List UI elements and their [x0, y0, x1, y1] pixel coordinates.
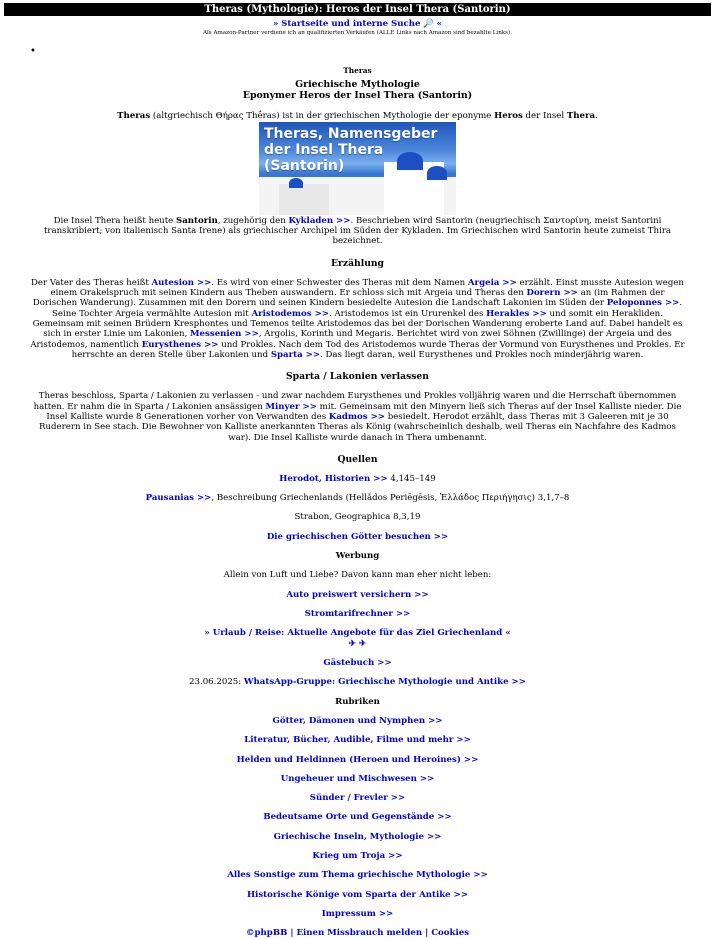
footer-sep: | [287, 928, 297, 939]
article-title-1: Griechische Mythologie [295, 78, 420, 90]
para-text: . Es wird von einer Schwester des Theras mit dem Namen [211, 277, 468, 288]
para-text: . Aristodemos ist ein Ururenkel des [328, 308, 487, 319]
category-link[interactable]: Götter, Dämonen und Nymphen >> [272, 715, 443, 726]
article-title-2: Eponymer Heros der Insel Thera (Santorin) [242, 90, 473, 102]
section-heading-werbung: Werbung [335, 551, 380, 562]
term-santorin: Santorin [176, 215, 218, 226]
term-thera: Thera [566, 111, 596, 122]
amazon-disclaimer: Als Amazon-Partner verdiene ich an qualifizierten Verkäufen (ALLE Links nach Amazon sind bezahlte Links). [202, 30, 513, 37]
category-list [0, 716, 715, 919]
category-link[interactable]: Historische Könige vom Sparta der Antike >> [246, 889, 469, 900]
section-heading-rubriken: Rubriken [335, 696, 380, 707]
nav-suffix: « [436, 19, 442, 29]
messenien-link[interactable]: Messenien >> [190, 329, 259, 340]
para-text: erzählt. Einst musste Autesion wegen einem Orakelspruch mit seinen Kindern aus Theben auswandern. Er schloss sich mit Argeia und Theras den [50, 277, 684, 299]
category-link[interactable]: Griechische Inseln, Mythologie >> [273, 831, 442, 842]
sparta-link[interactable]: Sparta >> [270, 349, 321, 360]
para-text: Der Vater des Theras heißt [31, 277, 152, 288]
travel-link[interactable]: » Urlaub / Reise: Aktuelle Angebote für das Ziel Griechenland « [204, 628, 511, 639]
para-text: an (im Rahmen der Dorischen Wanderung). Zusammen mit den Dorern und seinen Kindern besiedelte Autesion die Landschaft Lakonien im Süden der [32, 288, 665, 309]
herakles-link[interactable]: Herakles >> [486, 308, 547, 319]
para-text: und Prokles. Nach dem Tod des Aristodemos wurde Theras der Vormund von Eurysthenes und Prokles. Er herrschte an deren Stelle über Lakonien und [71, 339, 685, 360]
para-text: Theras beschloss, Sparta / Lakonien zu verlassen - und zwar nachdem Eurysthenes und Prokles volljährig waren und die Herrschaft übernommen hatten. Er nahm die in Sparta / Lakonien ansässigen [33, 391, 677, 412]
section-heading-quellen: Quellen [337, 453, 378, 465]
erzaehlung-paragraph [0, 278, 715, 361]
santorini-image [259, 122, 456, 215]
search-icon[interactable]: 🔎 [423, 19, 434, 29]
list-bullet: • [30, 46, 36, 58]
term-theras: Theras [117, 111, 151, 122]
category-link[interactable]: Bedeutsame Orte und Gegenstände >> [263, 812, 452, 823]
footer-sep: | [422, 928, 432, 939]
phpbb-link[interactable]: ©phpBB [245, 928, 288, 939]
impressum-link[interactable]: Impressum >> [321, 909, 394, 920]
para-text: , Argolis, Korinth und Megaris. Berichtet wird von zwei Söhnen (Zwillinge) der Argeia und des Aristodemos, namentlich [30, 329, 672, 350]
report-abuse-link[interactable]: Einen Missbrauch melden [296, 928, 423, 939]
category-link[interactable]: Helden und Heldinnen (Heroen und Heroines) >> [236, 754, 479, 765]
footer [0, 928, 715, 938]
page-title: Theras (Mythologie): Heros der Insel Thera (Santorin) [204, 4, 511, 15]
article-small-title: Theras [343, 66, 372, 76]
whatsapp-link[interactable]: WhatsApp-Gruppe: Griechische Mythologie und Antike >> [243, 677, 526, 688]
whatsapp-date: 23.06.2025: [189, 677, 244, 688]
para-text: und somit ein Herakliden. Gemeinsam mit seinen Brüdern Kresphontes und Temenos teilte Aristodemos das bei der Dorischen Wanderung eroberte Land auf. Dabei handelt es sich in erster Linie um Lakonien, [32, 308, 683, 340]
category-link[interactable]: Alles Sonstige zum Thema griechische Mythologie >> [227, 870, 488, 881]
para-text: Die Insel Thera heißt heute [53, 215, 176, 226]
aristodemos-link[interactable]: Aristodemos >> [251, 308, 329, 319]
pausanias-link[interactable]: Pausanias >> [145, 493, 212, 504]
para-text: . Beschrieben wird Santorin (neugriechisch Σαντορίνη, meist Santorini transkribiert; von italienisch Santa Irene) als griechischer Archipel im Süden der Kykladen. Im Griechischen wird Santorin heute zumeist Thira bezeichnet. [43, 215, 672, 247]
category-link[interactable]: Krieg um Troja >> [312, 851, 403, 862]
term-heros: Heros [494, 111, 523, 122]
herodot-link[interactable]: Herodot, Historien >> [279, 473, 388, 484]
whatsapp-line [0, 677, 715, 687]
source-herodot [0, 474, 715, 484]
category-link[interactable]: Sünder / Frevler >> [309, 793, 406, 804]
gods-link[interactable]: Die griechischen Götter besuchen >> [266, 531, 449, 542]
dorern-link[interactable]: Dorern >> [526, 288, 578, 299]
eurysthenes-link[interactable]: Eurysthenes >> [141, 339, 219, 350]
source-strabon: Strabon, Geographica 8,3,19 [294, 512, 421, 523]
source-text: 4,145–149 [387, 473, 436, 484]
section-heading-sparta: Sparta / Lakonien verlassen [286, 371, 429, 383]
nav-line [0, 19, 715, 29]
peloponnes-link[interactable]: Peloponnes >> [606, 298, 680, 309]
source-text: , Beschreibung Griechenlands (Hellắdos Periēgēsis, Ἑλλάδος Περιήγησις) 3,1,7–8 [211, 493, 570, 504]
source-pausanias [0, 493, 715, 503]
autesion-link[interactable]: Autesion >> [151, 277, 212, 288]
intro-text: der Insel [522, 111, 567, 122]
intro-text: . [595, 111, 598, 122]
kykladen-link[interactable]: Kykladen >> [288, 215, 351, 226]
section-heading-erzaehlung: Erzählung [331, 257, 384, 269]
guestbook-link[interactable]: Gästebuch >> [323, 657, 392, 668]
para-text: , zugehörig den [217, 215, 289, 226]
page-title-bar [4, 3, 711, 16]
para-text: . Seine Tochter Argeia vermählte Autesion mit [52, 298, 683, 319]
intro-paragraph [0, 111, 715, 121]
insurance-link[interactable]: Auto preiswert versichern >> [286, 589, 429, 600]
nav-prefix: » [273, 19, 279, 29]
home-search-link[interactable]: Startseite und interne Suche [281, 19, 421, 29]
category-link[interactable]: Ungeheuer und Mischwesen >> [280, 773, 435, 784]
santorin-paragraph [0, 216, 715, 247]
electricity-link[interactable]: Stromtarifrechner >> [304, 609, 411, 620]
category-link[interactable]: Literatur, Bücher, Audible, Filme und mehr >> [244, 735, 471, 746]
para-text: . Das liegt daran, weil Eurysthenes und Prokles noch minderjährig waren. [320, 349, 644, 360]
ad-text: Allein von Luft und Liebe? Davon kann man eher nicht leben: [223, 570, 492, 581]
cookies-link[interactable]: Cookies [431, 928, 470, 939]
argeia-link[interactable]: Argeia >> [467, 277, 517, 288]
minyer-link[interactable]: Minyer >> [265, 401, 317, 412]
para-text: mit. Gemeinsam mit den Minyern ließ sich Theras auf der Insel Kalliste nieder. Die Insel Kalliste wurde 8 Generationen vorher von Verwandten des [46, 401, 682, 422]
intro-text: (altgriechisch Θήρας Thḗras) ist in der griechischen Mythologie der eponyme [150, 111, 495, 122]
airplane-icon: ✈ ✈ [348, 638, 367, 649]
para-text: besiedelt. Herodot erzählt, dass Theras mit 3 Galeeren mit je 30 Ruderern in See stach. Die Bewohner von Kalliste anerkannten Theras als König (wahrscheinlich deshalb, weil Theras ein Nachfahre des Kadmos war). Die Insel Kalliste wurde danach in Thera umbenannt. [39, 411, 676, 443]
image-caption: Theras, Namensgeber der Insel Thera (Santorin) [264, 125, 438, 174]
kadmos-link[interactable]: Kadmos >> [328, 411, 385, 422]
sparta-paragraph [0, 391, 715, 443]
